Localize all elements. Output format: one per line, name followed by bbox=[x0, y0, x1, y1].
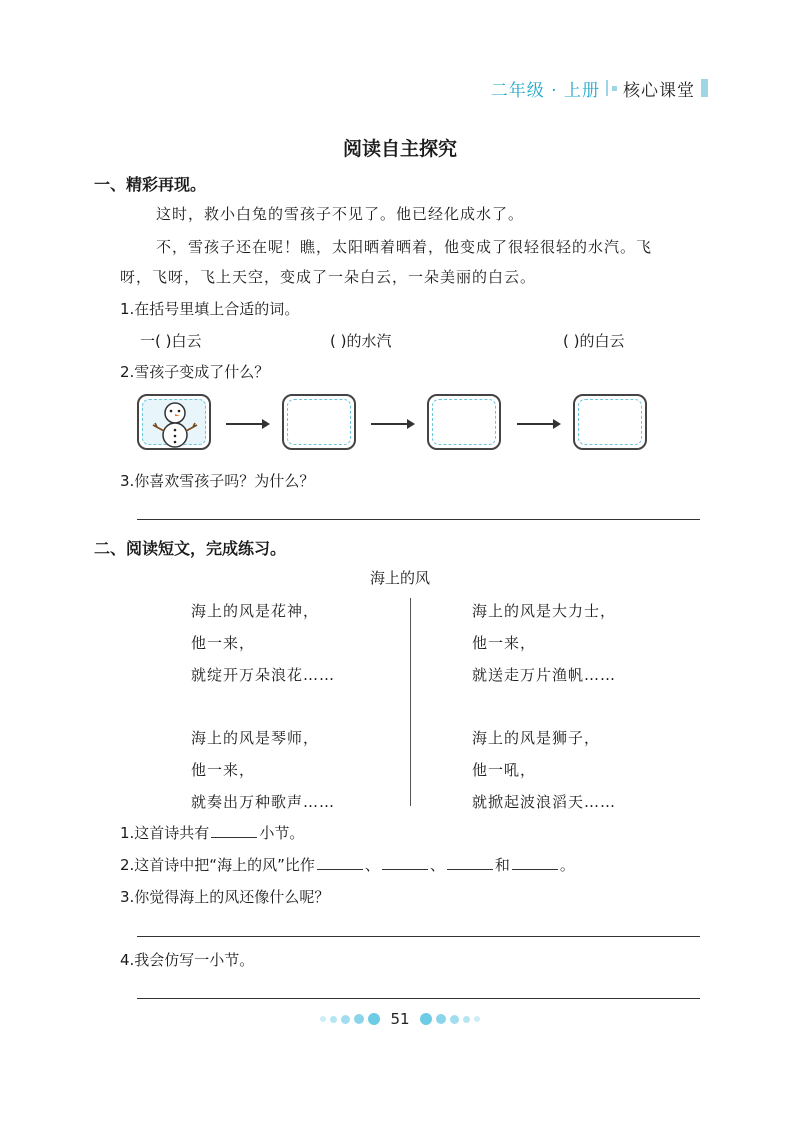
part1-question-1: 1.在括号里填上合适的词。 bbox=[120, 300, 300, 318]
part1-heading: 一、精彩再现。 bbox=[94, 175, 207, 194]
flow-arrow-1 bbox=[226, 423, 268, 425]
poem-left-1-3: 就绽开万朵浪花…… bbox=[191, 666, 336, 684]
q2-text: 2.这首诗中把“海上的风”比作 bbox=[120, 856, 315, 874]
footer-dot-icon bbox=[354, 1014, 364, 1024]
q1-text-a: 1.这首诗共有 bbox=[120, 824, 210, 842]
page-number: 51 bbox=[390, 1010, 410, 1028]
flow-arrow-2 bbox=[371, 423, 413, 425]
q2-and: 和 bbox=[494, 856, 510, 874]
flow-arrow-3 bbox=[517, 423, 559, 425]
snowman-box bbox=[137, 394, 211, 450]
header-bar-icon bbox=[701, 79, 708, 97]
q2-end: 。 bbox=[559, 856, 575, 874]
footer-dot-icon bbox=[368, 1013, 380, 1025]
part1-question-2: 2.雪孩子变成了什么？ bbox=[120, 363, 270, 381]
q1-blank[interactable] bbox=[211, 823, 257, 838]
poem-right-1-2: 他一来， bbox=[472, 634, 537, 652]
answer-line-2[interactable] bbox=[137, 936, 700, 937]
poem-right-1-3: 就送走万片渔帆…… bbox=[472, 666, 617, 684]
q1-text-b: 小节。 bbox=[259, 824, 305, 842]
answer-box-2[interactable] bbox=[427, 394, 501, 450]
answer-line-1[interactable] bbox=[137, 519, 700, 520]
q2-sep-1: 、 bbox=[364, 856, 380, 874]
poem-right-2-3: 就掀起波浪滔天…… bbox=[472, 793, 617, 811]
footer-dot-icon bbox=[450, 1015, 459, 1024]
answer-line-3[interactable] bbox=[137, 998, 700, 999]
footer-dot-icon bbox=[474, 1016, 480, 1022]
footer-dot-icon bbox=[320, 1016, 326, 1022]
part1-paragraph-1: 这时，救小白兔的雪孩子不见了。他已经化成水了。 bbox=[156, 205, 525, 223]
page-footer bbox=[0, 1010, 800, 1028]
q2-sep-2: 、 bbox=[429, 856, 445, 874]
part1-paragraph-2b: 呀，飞呀，飞上天空，变成了一朵白云，一朵美丽的白云。 bbox=[120, 268, 537, 286]
footer-dot-icon bbox=[436, 1014, 446, 1024]
answer-box-1[interactable] bbox=[282, 394, 356, 450]
poem-right-2-1: 海上的风是狮子， bbox=[472, 729, 601, 747]
part1-paragraph-2a: 不，雪孩子还在呢！瞧，太阳晒着晒着，他变成了很轻很轻的水汽。飞 bbox=[156, 238, 653, 256]
footer-dot-icon bbox=[330, 1016, 337, 1023]
poem-left-1-2: 他一来， bbox=[191, 634, 256, 652]
q2-blank-4[interactable] bbox=[512, 855, 558, 870]
part1-question-3: 3.你喜欢雪孩子吗？为什么？ bbox=[120, 472, 315, 490]
header-square-icon bbox=[612, 86, 617, 91]
part2-question-4: 4.我会仿写一小节。 bbox=[120, 951, 255, 969]
poem-title: 海上的风 bbox=[369, 569, 430, 587]
fill-bracket-2[interactable]: ( )的水汽 bbox=[330, 332, 392, 350]
poem-right-1-1: 海上的风是大力士， bbox=[472, 602, 617, 620]
poem-divider bbox=[410, 598, 411, 806]
part2-question-2 bbox=[120, 854, 575, 875]
poem-right-2-2: 他一吼， bbox=[472, 761, 537, 779]
poem-left-2-2: 他一来， bbox=[191, 761, 256, 779]
fill-bracket-3[interactable]: ( )的白云 bbox=[563, 332, 625, 350]
grade-label: 二年级 · 上册 bbox=[490, 80, 600, 101]
footer-dot-icon bbox=[341, 1015, 350, 1024]
poem-left-2-1: 海上的风是琴师， bbox=[191, 729, 320, 747]
page-title: 阅读自主探究 bbox=[342, 138, 457, 160]
page-header bbox=[491, 76, 708, 100]
poem-left-1-1: 海上的风是花神， bbox=[191, 602, 320, 620]
footer-dot-icon bbox=[463, 1016, 470, 1023]
part2-question-1 bbox=[120, 822, 304, 843]
answer-box-3[interactable] bbox=[573, 394, 647, 450]
q2-blank-1[interactable] bbox=[317, 855, 363, 870]
fill-bracket-1[interactable]: 一( )白云 bbox=[140, 332, 202, 350]
snowman-icon bbox=[149, 399, 201, 449]
q2-blank-2[interactable] bbox=[382, 855, 428, 870]
part2-heading: 二、阅读短文，完成练习。 bbox=[94, 539, 287, 558]
header-divider bbox=[606, 80, 608, 96]
footer-dot-icon bbox=[420, 1013, 432, 1025]
q2-blank-3[interactable] bbox=[447, 855, 493, 870]
part2-question-3: 3.你觉得海上的风还像什么呢？ bbox=[120, 888, 330, 906]
poem-left-2-3: 就奏出万种歌声…… bbox=[191, 793, 336, 811]
section-label: 核心课堂 bbox=[623, 80, 695, 101]
